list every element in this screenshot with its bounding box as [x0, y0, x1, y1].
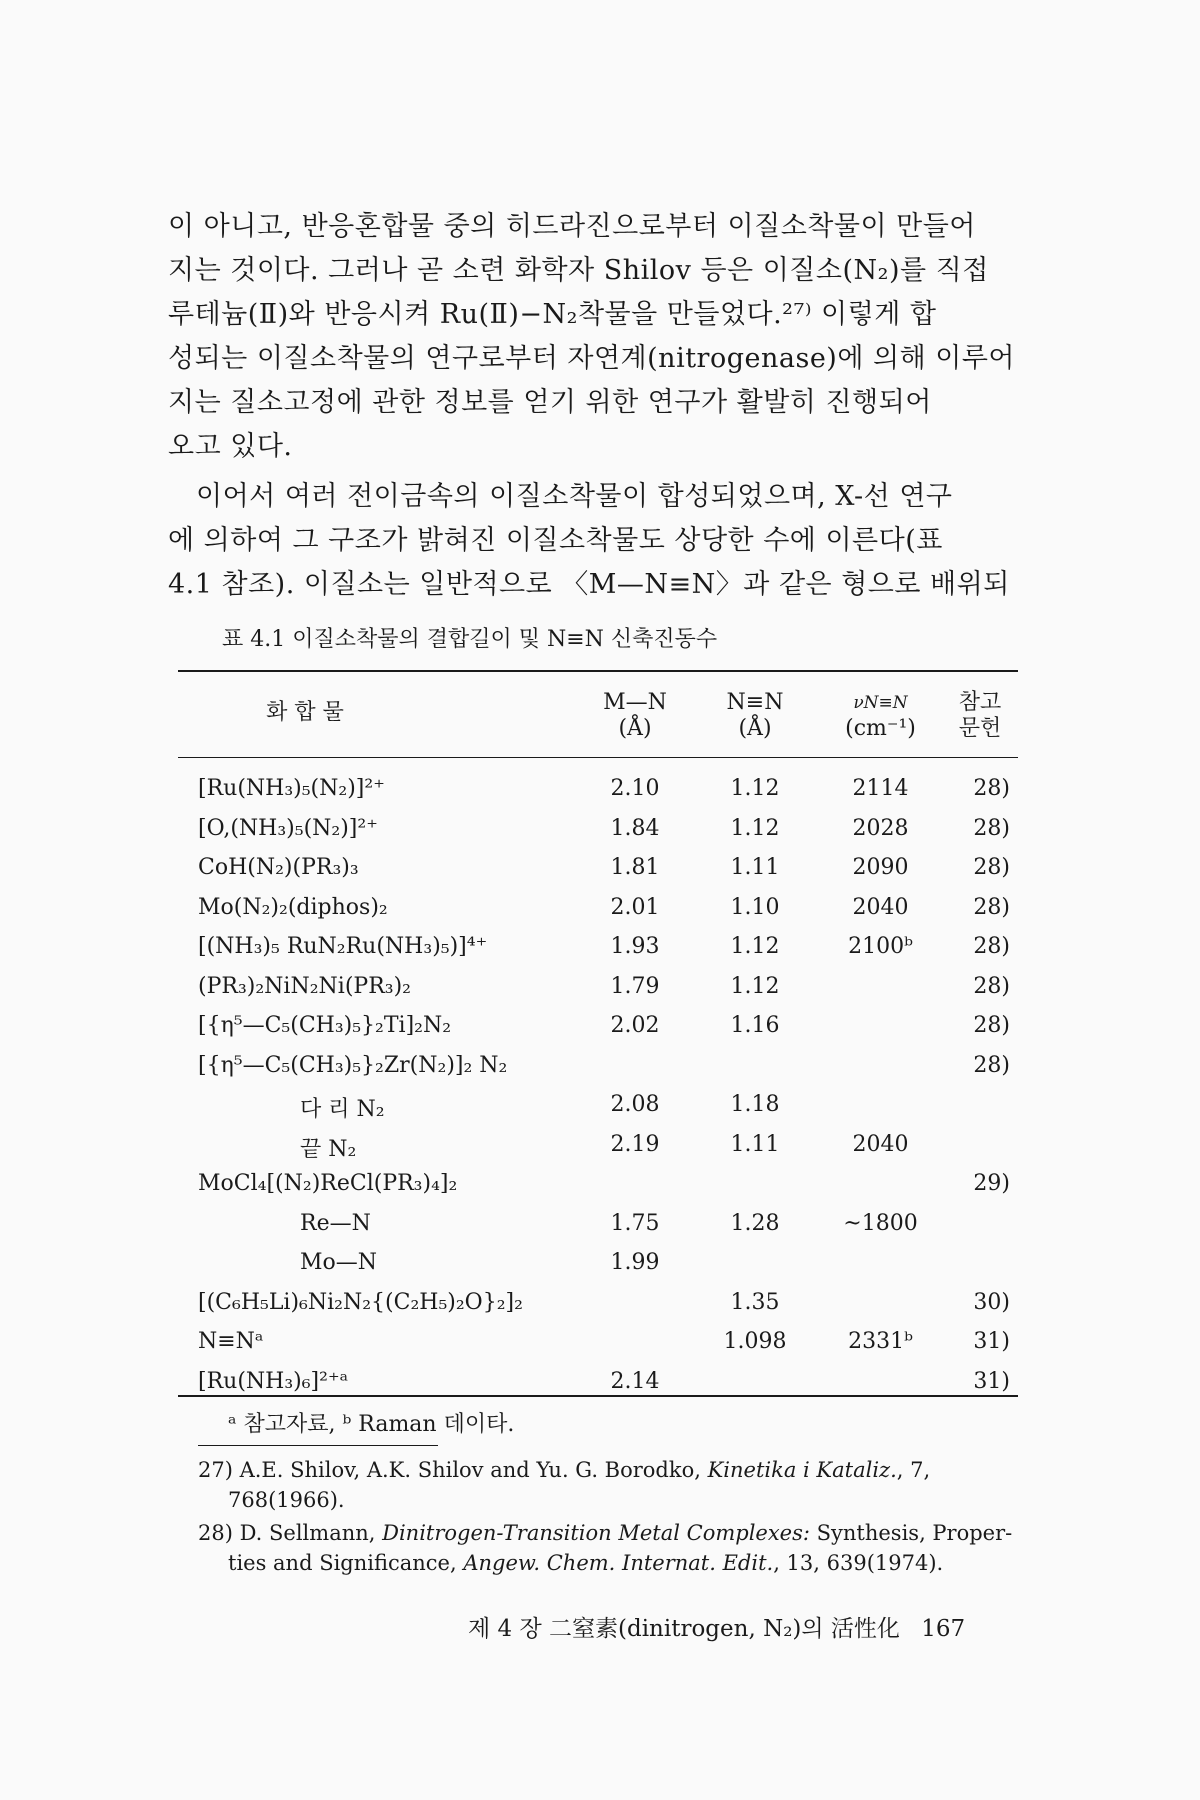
text-line: 이어서 여러 전이금속의 이질소착물이 합성되었으며, X-선 연구: [196, 481, 953, 512]
page-number: 167: [921, 1616, 966, 1642]
mn-length-cell: 2.02: [610, 1013, 660, 1038]
text-line: 지는 것이다. 그러나 곧 소련 화학자 Shilov 등은 이질소(N₂)를 직접: [168, 255, 989, 286]
reference-cell: 31): [973, 1329, 1010, 1354]
reference-cell: 29): [973, 1171, 1010, 1196]
table-row: [0, 1132, 1200, 1172]
mn-length-cell: 2.10: [610, 776, 660, 801]
compound-cell: CoH(N₂)(PR₃)₃: [198, 855, 359, 880]
nn-length-cell: 1.12: [730, 934, 780, 959]
nn-length-cell: 1.12: [730, 776, 780, 801]
compound-cell: 다 리 N₂: [300, 1097, 385, 1122]
text-line: 에 의하여 그 구조가 밝혀진 이질소착물도 상당한 수에 이른다(표: [168, 525, 943, 556]
table-top-rule: [178, 670, 1018, 672]
compound-cell: Re—N: [300, 1210, 371, 1236]
reference-cell: 28): [973, 973, 1010, 999]
stretch-frequency-cell: 2114: [852, 776, 909, 801]
table-note: ᵃ 참고자료, ᵇ Raman 데이타.: [228, 1412, 515, 1437]
compound-cell: [Ru(NH₃)₆]²⁺ᵃ: [198, 1368, 349, 1394]
compound-cell: [{η⁵—C₅(CH₃)₅}₂Ti]₂N₂: [198, 1013, 452, 1038]
reference-cell: 31): [973, 1368, 1010, 1394]
page-footer: [468, 1610, 965, 1643]
stretch-frequency-cell: ~1800: [843, 1210, 918, 1236]
nn-length-cell: 1.18: [730, 1092, 780, 1117]
header-mn: M—N (Å): [603, 690, 667, 741]
table-row: [0, 1013, 1200, 1053]
reference-cell: 28): [973, 934, 1010, 959]
chapter-title: 제 4 장 二窒素(dinitrogen, N₂)의 活性化: [468, 1616, 900, 1642]
reference-cell: 28): [973, 815, 1010, 841]
stretch-frequency-cell: 2040: [852, 894, 909, 920]
footnote-rule: [198, 1445, 438, 1446]
mn-length-cell: 1.84: [610, 815, 660, 841]
table-row: [0, 1369, 1200, 1409]
table-row: [0, 855, 1200, 895]
compound-cell: Mo—N: [300, 1250, 378, 1275]
mn-length-cell: 1.79: [610, 973, 660, 999]
text-line: 루테늄(Ⅱ)와 반응시켜 Ru(Ⅱ)−N₂착물을 만들었다.²⁷⁾ 이렇게 합: [168, 299, 937, 330]
mn-length-cell: 2.01: [610, 894, 660, 920]
nn-length-cell: 1.11: [730, 855, 780, 880]
text-line: 오고 있다.: [168, 431, 293, 462]
table-row: [0, 1092, 1200, 1132]
compound-cell: MoCl₄[(N₂)ReCl(PR₃)₄]₂: [198, 1171, 458, 1196]
stretch-frequency-cell: 2090: [852, 855, 909, 880]
nn-length-cell: 1.12: [730, 973, 780, 999]
paragraph-1: [168, 205, 1015, 469]
table-row: [0, 1290, 1200, 1330]
table-row: [0, 1171, 1200, 1211]
stretch-frequency-cell: 2100ᵇ: [848, 934, 913, 959]
text-line: 이 아니고, 반응혼합물 중의 히드라진으로부터 이질소착물이 만들어: [168, 211, 976, 242]
table-header-rule: [178, 757, 1018, 758]
reference-cell: 28): [973, 894, 1010, 920]
mn-length-cell: 1.99: [610, 1250, 660, 1275]
header-stretch: νN≡N (cm⁻¹): [845, 693, 916, 741]
table-row: [0, 1329, 1200, 1369]
reference-cell: 28): [973, 855, 1010, 880]
header-reference: 참고 문헌: [958, 690, 1002, 741]
text-line: 지는 질소고정에 관한 정보를 얻기 위한 연구가 활발히 진행되어: [168, 387, 932, 418]
compound-cell: N≡Nᵃ: [198, 1329, 264, 1354]
compound-cell: [(C₆H₅Li)₆Ni₂N₂{(C₂H₅)₂O}₂]₂: [198, 1289, 523, 1315]
compound-cell: [Ru(NH₃)₅(N₂)]²⁺: [198, 776, 385, 801]
stretch-frequency-cell: 2040: [852, 1131, 909, 1157]
compound-cell: [(NH₃)₅ RuN₂Ru(NH₃)₅)]⁴⁺: [198, 934, 488, 959]
nn-length-cell: 1.10: [730, 894, 780, 920]
reference-cell: 28): [973, 776, 1010, 801]
text-line: 4.1 참조). 이질소는 일반적으로 〈M—N≡N〉과 같은 형으로 배위되: [168, 569, 1010, 600]
mn-length-cell: 1.93: [610, 934, 660, 959]
nn-length-cell: 1.12: [730, 815, 780, 841]
compound-cell: 끝 N₂: [300, 1136, 357, 1162]
reference-cell: 30): [973, 1289, 1010, 1315]
header-nn: N≡N (Å): [726, 690, 784, 741]
reference-cell: 28): [973, 1052, 1010, 1078]
table-row: [0, 895, 1200, 935]
nn-length-cell: 1.16: [730, 1013, 780, 1038]
nn-length-cell: 1.098: [723, 1329, 787, 1354]
nn-length-cell: 1.28: [730, 1210, 780, 1236]
text-line: 성되는 이질소착물의 연구로부터 자연계(nitrogenase)에 의해 이루어: [168, 343, 1015, 374]
compound-cell: [{η⁵—C₅(CH₃)₅}₂Zr(N₂)]₂ N₂: [198, 1052, 508, 1078]
mn-length-cell: 2.14: [610, 1368, 660, 1394]
table-row: [0, 1053, 1200, 1093]
stretch-frequency-cell: 2028: [852, 815, 909, 841]
compound-cell: Mo(N₂)₂(diphos)₂: [198, 894, 388, 920]
mn-length-cell: 2.19: [610, 1131, 660, 1157]
mn-length-cell: 1.81: [610, 855, 660, 880]
nn-length-cell: 1.35: [730, 1289, 780, 1315]
table-row: [0, 974, 1200, 1014]
paragraph-2: [168, 475, 1008, 607]
table-row: [0, 1250, 1200, 1290]
mn-length-cell: 1.75: [610, 1210, 660, 1236]
table-row: [0, 934, 1200, 974]
table-row: [0, 816, 1200, 856]
table-row: [0, 776, 1200, 816]
footnote-28: 28) D. Sellmann, Dinitrogen-Transition Metal Complexes: Synthesis, Proper- ties and Significance, Angew. Chem. Internat. Edit., 13, 639(1974).: [198, 1521, 1013, 1575]
mn-length-cell: 2.08: [610, 1092, 660, 1117]
reference-cell: 28): [973, 1013, 1010, 1038]
nn-length-cell: 1.11: [730, 1131, 780, 1157]
compound-cell: [O,(NH₃)₅(N₂)]²⁺: [198, 815, 378, 841]
stretch-frequency-cell: 2331ᵇ: [848, 1329, 913, 1354]
table-row: [0, 1211, 1200, 1251]
table-caption: 표 4.1 이질소착물의 결합길이 및 N≡N 신축진동수: [222, 627, 718, 652]
header-compound: 화 합 물: [266, 700, 344, 725]
footnote-27: 27) A.E. Shilov, A.K. Shilov and Yu. G. Borodko, Kinetika i Kataliz., 7, 768(1966).: [198, 1458, 931, 1512]
compound-cell: (PR₃)₂NiN₂Ni(PR₃)₂: [198, 973, 411, 999]
